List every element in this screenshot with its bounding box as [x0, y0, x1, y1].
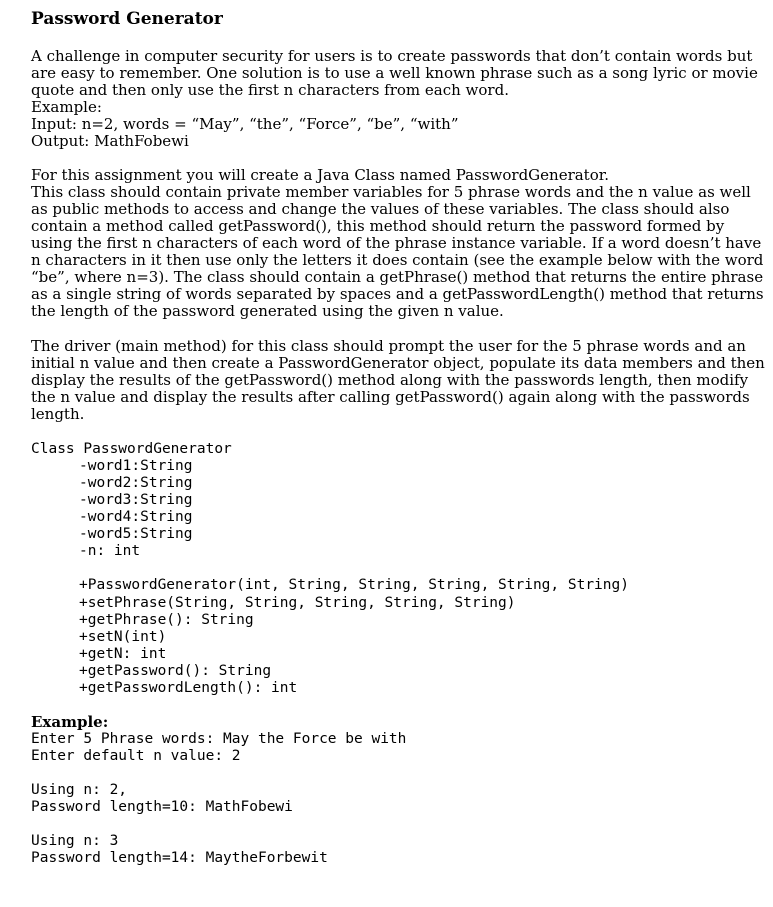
intro-line: Input: n=2, words = “May”, “the”, “Force”, “be”, “with” — [31, 115, 459, 133]
example-run1-line: Password length=10: MathFobewi — [31, 799, 293, 815]
intro-line: A challenge in computer security for users is to create passwords that don’t contain words but — [31, 47, 753, 65]
example-prompt-line: Enter default n value: 2 — [31, 748, 241, 764]
uml-method: +PasswordGenerator(int, String, String, String, String, String) — [79, 577, 629, 593]
assignment-line: This class should contain private member variables for 5 phrase words and the n value as well — [31, 183, 751, 201]
example-prompt-line: Enter 5 Phrase words: May the Force be with — [31, 731, 407, 747]
assignment-line: as public methods to access and change the values of these variables. The class should also — [31, 200, 730, 218]
assignment-line: “be”, where n=3). The class should contain a getPhrase() method that returns the entire phrase — [31, 268, 764, 286]
assignment-line: For this assignment you will create a Java Class named PasswordGenerator. — [31, 166, 610, 184]
assignment-line: as a single string of words separated by spaces and a getPasswordLength() method that returns — [31, 285, 764, 303]
uml-field: -word2:String — [79, 475, 193, 491]
driver-line: the n value and display the results after calling getPassword() again along with the passwords — [31, 388, 750, 406]
driver-line: initial n value and then create a PasswordGenerator object, populate its data members and then — [31, 354, 765, 372]
intro-line: Output: MathFobewi — [31, 132, 189, 150]
document-title: Password Generator — [31, 9, 223, 29]
assignment-line: contain a method called getPassword(), this method should return the password formed by — [31, 217, 725, 235]
example-run2-line: Using n: 3 — [31, 833, 119, 849]
driver-line: length. — [31, 405, 85, 423]
driver-line: display the results of the getPassword() method along with the passwords length, then modify — [31, 371, 749, 389]
example-heading: Example: — [31, 713, 109, 731]
assignment-line: the length of the password generated using the given n value. — [31, 302, 504, 320]
assignment-line: using the first n characters of each word of the phrase instance variable. If a word doesn’t have — [31, 234, 762, 252]
example-run1-line: Using n: 2, — [31, 782, 128, 798]
intro-line: Example: — [31, 98, 102, 116]
uml-method: +getPhrase(): String — [79, 612, 254, 628]
uml-method: +setN(int) — [79, 629, 167, 645]
driver-line: The driver (main method) for this class should prompt the user for the 5 phrase words and an — [31, 337, 746, 355]
uml-field: -word4:String — [79, 509, 193, 525]
uml-method: +getPasswordLength(): int — [79, 680, 298, 696]
intro-line: quote and then only use the first n characters from each word. — [31, 81, 509, 99]
assignment-line: n characters in it then use only the letters it does contain (see the example below with the word — [31, 251, 764, 269]
uml-method: +getN: int — [79, 646, 167, 662]
uml-field: -word3:String — [79, 492, 193, 508]
uml-field: -n: int — [79, 543, 141, 559]
example-run2-line: Password length=14: MaytheForbewit — [31, 850, 328, 866]
uml-method: +setPhrase(String, String, String, String, String) — [79, 595, 516, 611]
uml-method: +getPassword(): String — [79, 663, 272, 679]
uml-class-header: Class PasswordGenerator — [31, 441, 232, 457]
uml-field: -word5:String — [79, 526, 193, 542]
intro-line: are easy to remember. One solution is to use a well known phrase such as a song lyric or movie — [31, 64, 758, 82]
uml-field: -word1:String — [79, 458, 193, 474]
